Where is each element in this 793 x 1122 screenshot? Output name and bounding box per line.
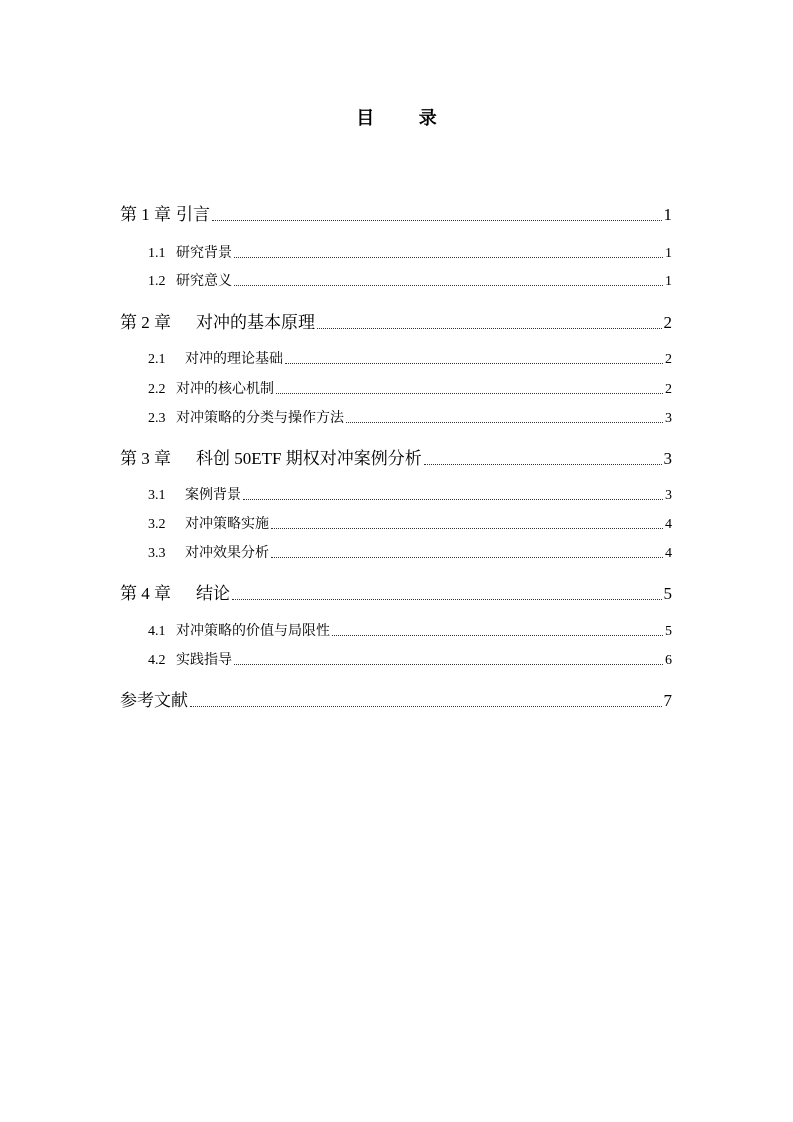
toc-entry-references[interactable] [120,686,672,711]
toc-leader-dots [271,528,663,529]
toc-entry-page: 5 [665,624,672,639]
toc-entry-chapter-1[interactable] [120,200,672,225]
toc-entry-number: 1.1 [148,246,166,261]
toc-entry-2-3[interactable] [148,407,672,427]
toc-entry-page: 4 [665,517,672,532]
toc-entry-page: 2 [665,352,672,367]
toc-entry-page: 3 [665,488,672,503]
toc-leader-dots [232,599,662,600]
toc-entry-page: 2 [665,382,672,397]
toc-entry-label: 实践指导 [176,653,232,668]
toc-entry-label: 研究意义 [176,274,232,289]
toc-leader-dots [424,464,662,465]
toc-title: 目 录 [356,108,457,128]
toc-entry-label: 科创 50ETF 期权对冲案例分析 [196,449,422,468]
toc-entry-label: 对冲的理论基础 [185,352,283,367]
toc-entry-1-1[interactable] [148,242,672,262]
toc-entry-number: 第 1 章 [120,205,171,224]
toc-leader-dots [271,557,663,558]
toc-leader-dots [243,499,663,500]
toc-entry-label: 对冲策略实施 [185,517,269,532]
toc-entry-label: 对冲策略的分类与操作方法 [176,411,344,426]
toc-entry-page: 1 [663,205,672,224]
toc-entry-page: 1 [665,274,672,289]
toc-entry-page: 3 [665,411,672,426]
toc-entry-number: 4.1 [148,624,166,639]
toc-leader-dots [234,285,663,286]
toc-entry-number: 3.1 [148,488,166,503]
toc-entry-4-2[interactable] [148,649,672,669]
toc-leader-dots [317,328,662,329]
toc-leader-dots [332,635,663,636]
toc-entry-number: 2.1 [148,352,166,367]
toc-entry-chapter-4[interactable] [120,579,672,604]
toc-entry-number: 4.2 [148,653,166,668]
toc-entry-label: 案例背景 [185,488,241,503]
toc-leader-dots [276,393,663,394]
toc-entry-page: 6 [665,653,672,668]
toc-leader-dots [234,664,663,665]
toc-leader-dots [346,422,663,423]
toc-entry-label: 对冲的基本原理 [196,313,315,332]
toc-entry-number: 第 3 章 [120,449,171,468]
toc-entry-label: 参考文献 [120,691,188,710]
toc-entry-4-1[interactable] [148,620,672,640]
toc-entry-number: 2.2 [148,382,166,397]
toc-entry-number: 3.2 [148,517,166,532]
toc-entry-page: 5 [663,584,672,603]
toc-entry-label: 引言 [176,205,210,224]
toc-entry-3-2[interactable] [148,513,672,533]
toc-entry-page: 2 [663,313,672,332]
toc-leader-dots [234,257,663,258]
toc-entry-label: 研究背景 [176,246,232,261]
toc-entry-number: 第 4 章 [120,584,171,603]
toc-entry-number: 3.3 [148,546,166,561]
toc-entry-chapter-2[interactable] [120,308,672,333]
toc-entry-chapter-3[interactable] [120,444,672,469]
toc-leader-dots [212,220,662,221]
toc-leader-dots [190,706,662,707]
toc-entry-number: 1.2 [148,274,166,289]
toc-entry-number: 2.3 [148,411,166,426]
toc-entry-label: 对冲的核心机制 [176,382,274,397]
toc-entry-page: 4 [665,546,672,561]
toc-entry-label: 对冲效果分析 [185,546,269,561]
toc-entry-2-1[interactable] [148,348,672,368]
toc-entry-1-2[interactable] [148,270,672,290]
toc-entry-3-1[interactable] [148,484,672,504]
toc-entry-label: 结论 [196,584,230,603]
toc-entry-page: 3 [663,449,672,468]
toc-leader-dots [285,363,663,364]
toc-entry-number: 第 2 章 [120,313,171,332]
toc-entry-page: 7 [663,691,672,710]
toc-entry-3-3[interactable] [148,542,672,562]
toc-entry-2-2[interactable] [148,378,672,398]
toc-entry-label: 对冲策略的价值与局限性 [176,624,330,639]
toc-entry-page: 1 [665,246,672,261]
